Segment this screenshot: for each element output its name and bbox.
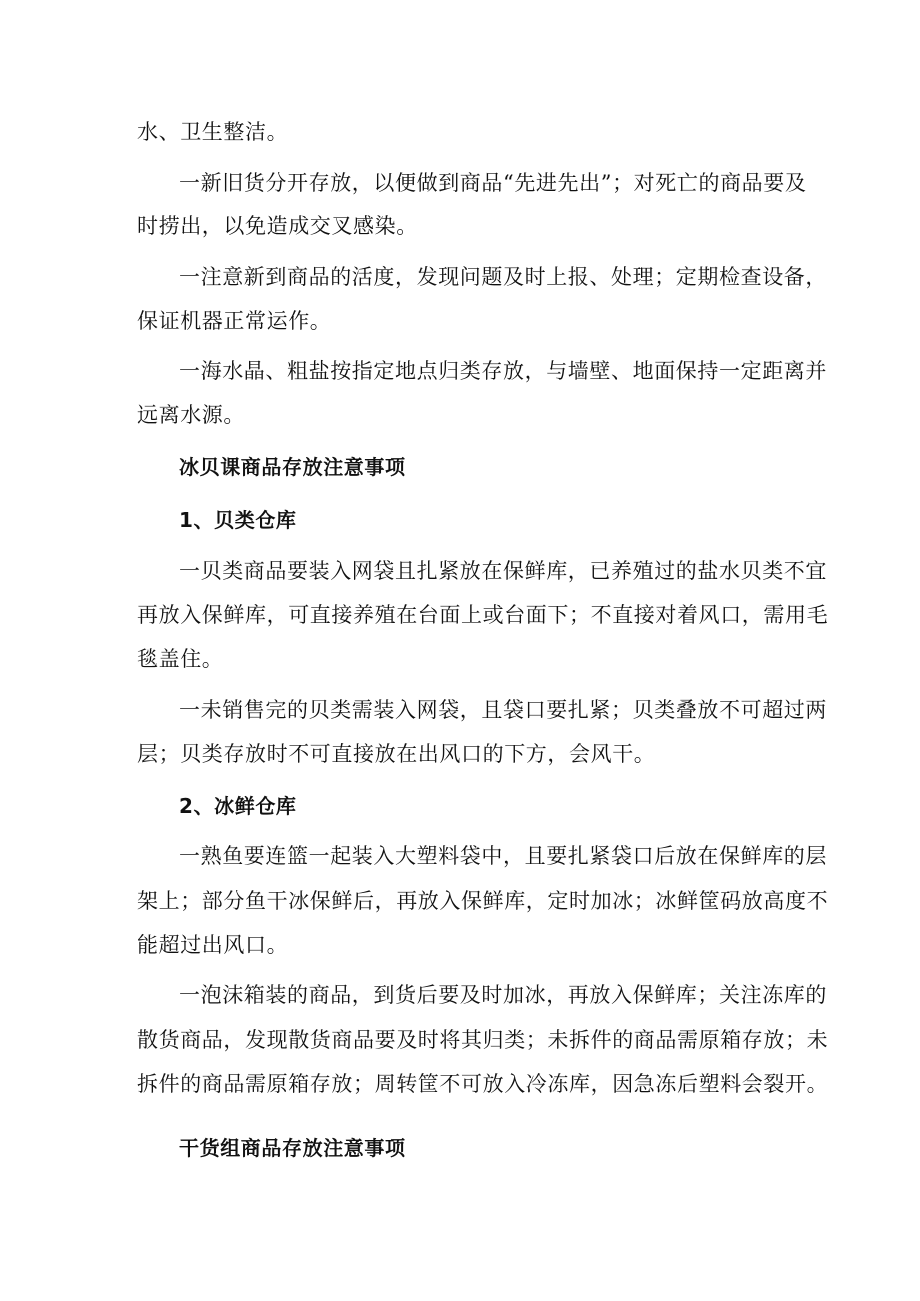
- paragraph-line: 一泡沫箱装的商品，到货后要及时加冰，再放入保鲜库；关注冻库的: [179, 983, 827, 1007]
- paragraph-line: 一新旧货分开存放，以便做到商品“先进先出”；对死亡的商品要及: [179, 171, 807, 195]
- subsection-heading: 1、贝类仓库: [179, 508, 297, 532]
- paragraph-line: 毯盖住。: [137, 647, 224, 671]
- section-heading: 冰贝课商品存放注意事项: [179, 455, 406, 479]
- paragraph-line: 远离水源。: [137, 403, 245, 427]
- paragraph-line: 时捞出，以免造成交叉感染。: [137, 214, 418, 238]
- paragraph-line: 散货商品，发现散货商品要及时将其归类；未拆件的商品需原箱存放；未: [137, 1028, 829, 1052]
- paragraph-line: 一贝类商品要装入网袋且扎紧放在保鲜库，已养殖过的盐水贝类不宜: [179, 559, 827, 583]
- paragraph-line: 一熟鱼要连篮一起装入大塑料袋中，且要扎紧袋口后放在保鲜库的层: [179, 844, 827, 868]
- subsection-heading: 2、冰鲜仓库: [179, 794, 297, 818]
- paragraph-line: 水、卫生整洁。: [137, 120, 289, 144]
- paragraph-line: 一未销售完的贝类需装入网袋，且袋口要扎紧；贝类叠放不可超过两: [179, 698, 827, 722]
- paragraph-line: 保证机器正常运作。: [137, 309, 332, 333]
- paragraph-line: 一海水晶、粗盐按指定地点归类存放，与墙壁、地面保持一定距离并: [179, 359, 827, 383]
- section-heading: 干货组商品存放注意事项: [179, 1136, 406, 1160]
- paragraph-line: 能超过出风口。: [137, 933, 289, 957]
- paragraph-line: 再放入保鲜库，可直接养殖在台面上或台面下；不直接对着风口，需用毛: [137, 603, 829, 627]
- paragraph-line: 架上；部分鱼干冰保鲜后，再放入保鲜库，定时加冰；冰鲜筐码放高度不: [137, 889, 829, 913]
- paragraph-line: 一注意新到商品的活度，发现问题及时上报、处理；定期检查设备，: [179, 265, 827, 289]
- paragraph-line: 拆件的商品需原箱存放；周转筐不可放入冷冻库，因急冻后塑料会裂开。: [137, 1072, 829, 1096]
- paragraph-line: 层；贝类存放时不可直接放在出风口的下方，会风干。: [137, 742, 656, 766]
